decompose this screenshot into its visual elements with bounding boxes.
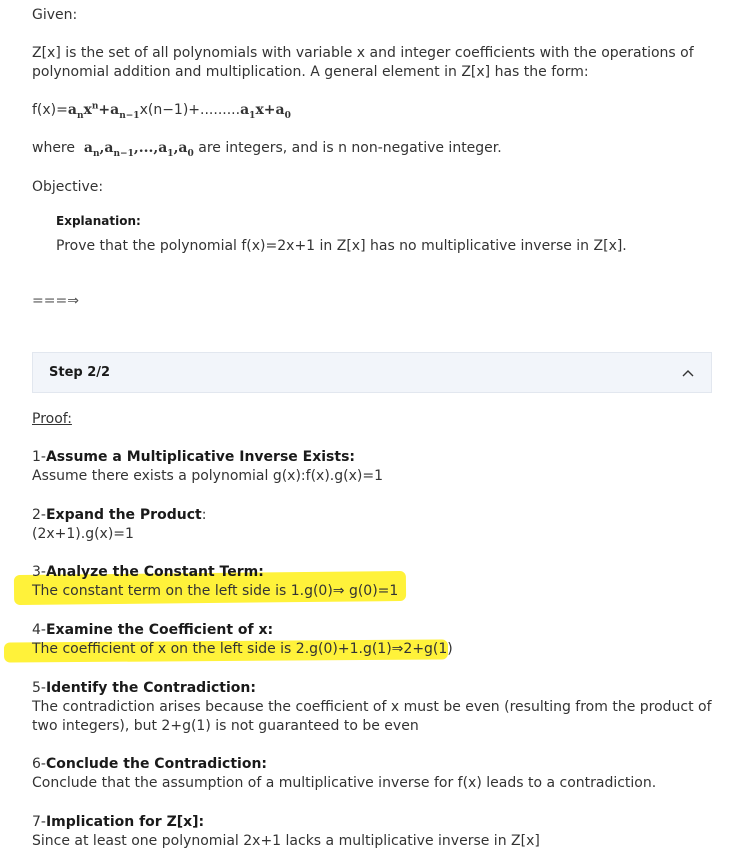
proof-step-6-title: 6-Conclude the Contradiction:: [32, 756, 268, 772]
proof-heading: Proof:: [32, 411, 72, 427]
proof-step-2-text: (2x+1).g(x)=1: [32, 526, 134, 542]
explanation-text: Prove that the polynomial f(x)=2x+1 in Z[x] has no multiplicative inverse in Z[x].: [56, 238, 627, 254]
coefficients-statement: where $a_n,a_{n-1},...,a_1,a_0$ are integers, and is n non-negative integer.: [32, 140, 502, 159]
chevron-up-icon[interactable]: [681, 366, 695, 380]
proof-step-5-text-line2: two integers), but 2+g(1) is not guaranteed to be even: [32, 718, 419, 734]
proof-step-5-text-line1: The contradiction arises because the coefficient of x must be even (resulting from the product of: [32, 699, 712, 715]
proof-step-6-text: Conclude that the assumption of a multiplicative inverse for f(x) leads to a contradiction.: [32, 775, 657, 791]
proof-step-1-text: Assume there exists a polynomial g(x):f(x).g(x)=1: [32, 468, 383, 484]
explanation-heading: Explanation:: [56, 214, 141, 228]
proof-step-5-title: 5-Identify the Contradiction:: [32, 680, 256, 696]
proof-step-3-title: 3-Analyze the Constant Term:: [32, 564, 264, 580]
given-heading: Given:: [32, 7, 78, 23]
given-description-line1: Z[x] is the set of all polynomials with variable x and integer coefficients with the operations of: [32, 45, 694, 61]
proof-step-3-text: The constant term on the left side is 1.g(0)⇒ g(0)=1: [32, 583, 399, 599]
step-card[interactable]: [32, 352, 712, 393]
arrow-separator: ===⇒: [32, 293, 79, 309]
objective-heading: Objective:: [32, 179, 104, 195]
proof-step-4-text: The coefficient of x on the left side is 2.g(0)+1.g(1)⇒2+g(1): [32, 641, 453, 657]
step-label: Step 2/2: [49, 365, 111, 380]
proof-step-2-title: 2-Expand the Product:: [32, 507, 207, 523]
proof-step-7-title: 7-Implication for Z[x]:: [32, 814, 205, 830]
given-description-line2: polynomial addition and multiplication. A general element in Z[x] has the form:: [32, 64, 589, 80]
general-form-formula: $f(x)=a_nx^n+a_{n-1}x(n-1)+.........a_1x+a_0$: [32, 101, 291, 121]
proof-step-7-text: Since at least one polynomial 2x+1 lacks a multiplicative inverse in Z[x]: [32, 833, 540, 849]
proof-step-4-title: 4-Examine the Coefficient of x:: [32, 622, 274, 638]
proof-step-1-title: 1-Assume a Multiplicative Inverse Exists:: [32, 449, 356, 465]
